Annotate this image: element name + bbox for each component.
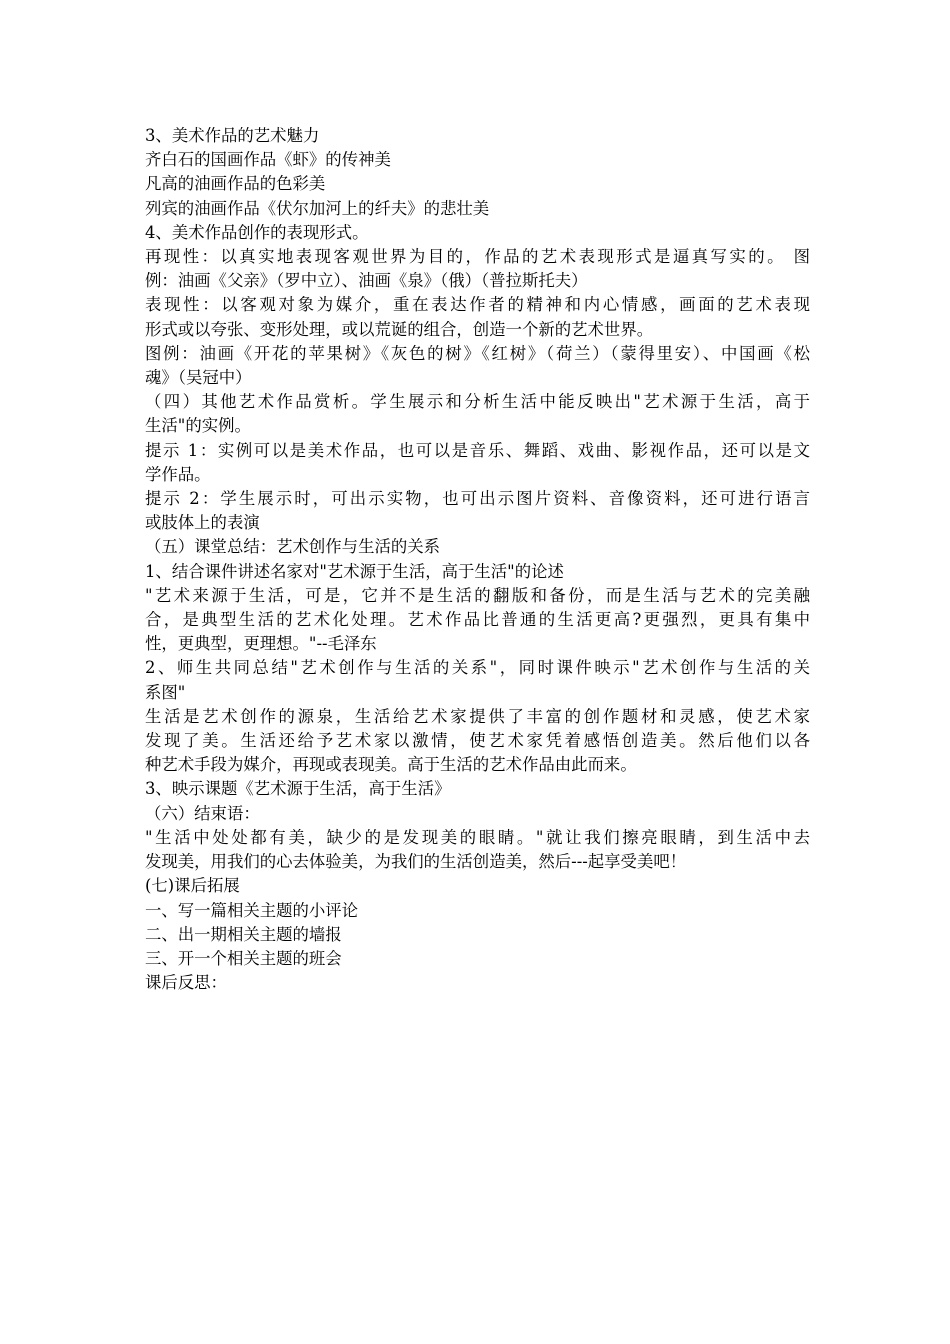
paragraph-line: 学作品。 xyxy=(145,464,211,484)
section-heading: 3、美术作品的艺术魅力 xyxy=(145,126,320,145)
paragraph-line: 3、映示课题《艺术源于生活，高于生活》 xyxy=(145,779,451,799)
paragraph-line: 形式或以夸张、变形处理，或以荒诞的组合，创造一个新的艺术世界。 xyxy=(145,319,654,339)
paragraph-line: 种艺术手段为媒介，再现或表现美。高于生活的艺术作品由此而来。 xyxy=(145,755,637,775)
list-item: 二、出一期相关主题的墙报 xyxy=(145,924,342,944)
paragraph-line: 提示 1：实例可以是美术作品，也可以是音乐、舞蹈、戏曲、影视作品，还可以是文 xyxy=(145,440,810,460)
paragraph-line: 生活"的实例。 xyxy=(145,416,251,436)
paragraph-line: 提示 2：学生展示时，可出示实物，也可出示图片资料、音像资料，还可进行语言 xyxy=(145,489,810,509)
paragraph-line: 表现性：以客观对象为媒介，重在表达作者的精神和内心情感，画面的艺术表现 xyxy=(145,295,810,315)
document-body xyxy=(145,124,810,995)
quote-line: "艺术来源于生活，可是，它并不是生活的翻版和备份，而是生活与艺术的完美融 xyxy=(145,585,810,605)
paragraph-line: 例：油画《父亲》（罗中立）、油画《泉》（俄）（普拉斯托夫） xyxy=(145,271,588,291)
section-heading: （五）课堂总结：艺术创作与生活的关系 xyxy=(145,537,441,557)
paragraph-line: 系图" xyxy=(145,682,186,702)
paragraph-line: 发现了美。生活还给予艺术家以激情，使艺术家凭着感悟创造美。然后他们以各 xyxy=(145,731,810,751)
paragraph-line: 图例：油画《开花的苹果树》《灰色的树》《红树》（荷兰）（蒙得里安）、中国画《松 xyxy=(145,343,810,363)
quote-line: 合，是典型生活的艺术化处理。艺术作品比普通的生活更高?更强烈，更具有集中 xyxy=(145,610,810,630)
paragraph-line: 齐白石的国画作品《虾》的传神美 xyxy=(145,150,391,170)
paragraph-line: 2、师生共同总结"艺术创作与生活的关系"，同时课件映示"艺术创作与生活的关 xyxy=(145,658,810,678)
list-item: 一、写一篇相关主题的小评论 xyxy=(145,900,359,920)
quote-line: 性，更典型，更理想。"--毛泽东 xyxy=(145,634,377,654)
paragraph-line: 再现性：以真实地表现客观世界为目的，作品的艺术表现形式是逼真写实的。 图 xyxy=(145,247,810,267)
paragraph-line: 魂》（吴冠中） xyxy=(145,368,252,388)
paragraph-line: 或肢体上的表演 xyxy=(145,513,260,533)
section-heading: (七)课后拓展 xyxy=(145,876,240,896)
paragraph-line: 发现美，用我们的心去体验美，为我们的生活创造美，然后---起享受美吧！ xyxy=(145,852,687,872)
paragraph-line: 课后反思： xyxy=(145,973,227,993)
paragraph-line: 1、结合课件讲述名家对"艺术源于生活，高于生活"的论述 xyxy=(145,561,564,581)
section-heading: （六）结束语： xyxy=(145,803,260,823)
paragraph-line: 列宾的油画作品《伏尔加河上的纤夫》的悲壮美 xyxy=(145,198,490,218)
paragraph-line: 生活是艺术创作的源泉，生活给艺术家提供了丰富的创作题材和灵感，使艺术家 xyxy=(145,706,810,726)
section-heading: （四）其他艺术作品赏析。学生展示和分析生活中能反映出"艺术源于生活，高于 xyxy=(145,392,810,412)
paragraph-line: "生活中处处都有美，缺少的是发现美的眼睛。"就让我们擦亮眼睛，到生活中去 xyxy=(145,827,810,847)
section-heading: 4、美术作品创作的表现形式。 xyxy=(145,222,369,242)
paragraph-line: 凡高的油画作品的色彩美 xyxy=(145,174,326,194)
list-item: 三、开一个相关主题的班会 xyxy=(145,948,342,968)
